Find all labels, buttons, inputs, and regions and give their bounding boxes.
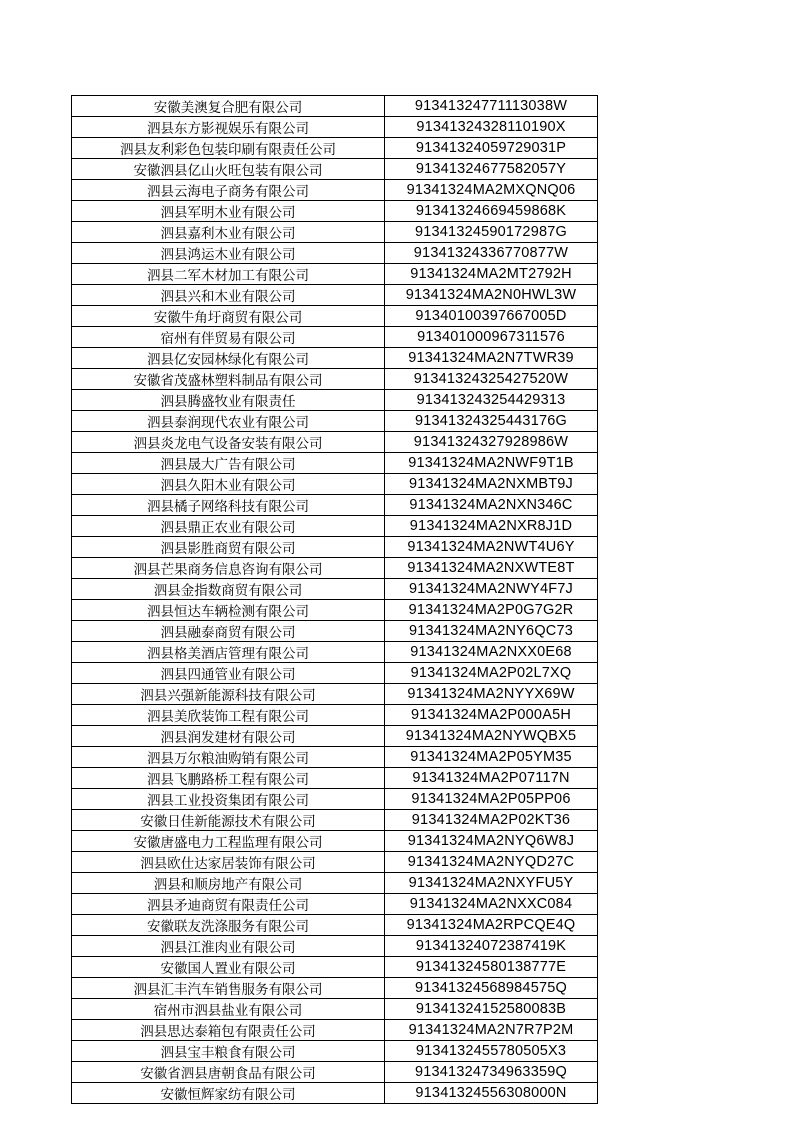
table-row [72,831,598,852]
table-row [72,222,598,243]
credit-code-cell: 91341324580138777E [385,957,598,978]
credit-code-cell: 91341324MA2P02L7XQ [385,663,598,684]
company-name-cell: 安徽省茂盛林塑料制品有限公司 [72,369,385,390]
company-name-cell: 安徽省泗县唐朝食品有限公司 [72,1062,385,1083]
table-row [72,201,598,222]
company-name-cell: 泗县润发建材有限公司 [72,726,385,747]
table-row [72,810,598,831]
credit-code-cell: 91341324MA2NYQD27C [385,852,598,873]
credit-code-cell: 91341324MA2P000A5H [385,705,598,726]
table-row [72,936,598,957]
table-row [72,852,598,873]
credit-code-cell: 91341324152580083B [385,999,598,1020]
table-row [72,117,598,138]
table-row [72,915,598,936]
credit-code-cell: 91341324MA2NXR8J1D [385,516,598,537]
company-name-cell: 泗县芒果商务信息咨询有限公司 [72,558,385,579]
credit-code-cell: 91341324072387419K [385,936,598,957]
credit-code-cell: 91341324MA2NXX0E68 [385,642,598,663]
credit-code-cell: 91341324MA2NXN346C [385,495,598,516]
table-row [72,978,598,999]
company-name-cell: 宿州市泗县盐业有限公司 [72,999,385,1020]
table-row [72,159,598,180]
credit-code-cell: 91341324669459868K [385,201,598,222]
table-row [72,621,598,642]
credit-code-cell: 91341324MA2MT2792H [385,264,598,285]
company-name-cell: 安徽日佳新能源技术有限公司 [72,810,385,831]
table-row [72,138,598,159]
credit-code-cell: 91341324MA2NWF9T1B [385,453,598,474]
table-row [72,474,598,495]
table-row [72,327,598,348]
credit-code-cell: 91341324MA2NYWQBX5 [385,726,598,747]
credit-code-cell: 91341324556308000N [385,1083,598,1104]
credit-code-cell: 91341324336770877W [385,243,598,264]
table-row [72,96,598,117]
table-row [72,180,598,201]
credit-code-cell: 91341324MA2NXXC084 [385,894,598,915]
credit-code-cell: 91341324MA2NXMBT9J [385,474,598,495]
credit-code-cell: 91341324734963359Q [385,1062,598,1083]
table-row [72,600,598,621]
credit-code-cell: 91341324059729031P [385,138,598,159]
company-name-cell: 泗县矛迪商贸有限责任公司 [72,894,385,915]
table-row [72,432,598,453]
company-name-cell: 泗县影胜商贸有限公司 [72,537,385,558]
table-row [72,768,598,789]
company-name-cell: 泗县思达泰箱包有限责任公司 [72,1020,385,1041]
table-row [72,390,598,411]
table-row [72,516,598,537]
company-name-cell: 泗县晟大广告有限公司 [72,453,385,474]
table-row [72,873,598,894]
table-body [72,96,598,1104]
credit-code-cell: 91341324MA2NWY4F7J [385,579,598,600]
credit-code-cell: 91341324MA2NYQ6W8J [385,831,598,852]
table-row [72,957,598,978]
company-credit-code-table [71,95,598,1104]
company-name-cell: 泗县江淮肉业有限公司 [72,936,385,957]
company-name-cell: 安徽恒辉家纺有限公司 [72,1083,385,1104]
table-row [72,558,598,579]
company-name-cell: 泗县恒达车辆检测有限公司 [72,600,385,621]
company-name-cell: 泗县工业投资集团有限公司 [72,789,385,810]
company-name-cell: 安徽美澳复合肥有限公司 [72,96,385,117]
credit-code-cell: 91340100397667005D [385,306,598,327]
credit-code-cell: 91341324MA2N7TWR39 [385,348,598,369]
table-row [72,789,598,810]
table-row [72,453,598,474]
table-row [72,1062,598,1083]
company-name-cell: 安徽牛角圩商贸有限公司 [72,306,385,327]
credit-code-cell: 91341324568984575Q [385,978,598,999]
company-name-cell: 安徽联友洗涤服务有限公司 [72,915,385,936]
credit-code-cell: 91341324328110190X [385,117,598,138]
company-name-cell: 泗县久阳木业有限公司 [72,474,385,495]
table-row [72,747,598,768]
company-name-cell: 泗县腾盛牧业有限责任 [72,390,385,411]
credit-code-cell: 91341324MA2N0HWL3W [385,285,598,306]
company-name-cell: 泗县二军木材加工有限公司 [72,264,385,285]
credit-code-cell: 91341324590172987G [385,222,598,243]
credit-code-cell: 91341324MA2P05YM35 [385,747,598,768]
company-name-cell: 宿州有伴贸易有限公司 [72,327,385,348]
company-name-cell: 泗县宝丰粮食有限公司 [72,1041,385,1062]
company-name-cell: 泗县兴强新能源科技有限公司 [72,684,385,705]
credit-code-cell: 91341324MA2P07117N [385,768,598,789]
company-name-cell: 泗县万尔粮油购销有限公司 [72,747,385,768]
company-name-cell: 泗县亿安园林绿化有限公司 [72,348,385,369]
credit-code-cell: 91341324327928986W [385,432,598,453]
credit-code-cell: 913401000967311576 [385,327,598,348]
table-row [72,411,598,432]
table-row [72,369,598,390]
company-name-cell: 泗县汇丰汽车销售服务有限公司 [72,978,385,999]
company-name-cell: 泗县金指数商贸有限公司 [72,579,385,600]
credit-code-cell: 91341324325443176G [385,411,598,432]
credit-code-cell: 91341324MA2MXQNQ06 [385,180,598,201]
table-row [72,999,598,1020]
company-name-cell: 泗县格美酒店管理有限公司 [72,642,385,663]
table-row [72,306,598,327]
credit-code-cell: 91341324677582057Y [385,159,598,180]
credit-code-cell: 91341324MA2NY6QC73 [385,621,598,642]
company-name-cell: 泗县美欣装饰工程有限公司 [72,705,385,726]
company-name-cell: 泗县东方影视娱乐有限公司 [72,117,385,138]
table-row [72,684,598,705]
table-row [72,1083,598,1104]
credit-code-cell: 91341324771113038W [385,96,598,117]
credit-code-cell: 91341324MA2N7R7P2M [385,1020,598,1041]
company-name-cell: 泗县融泰商贸有限公司 [72,621,385,642]
company-name-cell: 泗县欧仕达家居装饰有限公司 [72,852,385,873]
credit-code-cell: 91341324MA2P02KT36 [385,810,598,831]
table-row [72,348,598,369]
company-name-cell: 泗县橘子网络科技有限公司 [72,495,385,516]
company-name-cell: 泗县兴和木业有限公司 [72,285,385,306]
table-row [72,642,598,663]
company-name-cell: 安徽泗县亿山火旺包装有限公司 [72,159,385,180]
credit-code-cell: 91341324MA2NXYFU5Y [385,873,598,894]
credit-code-cell: 91341324MA2P05PP06 [385,789,598,810]
table-row [72,705,598,726]
credit-code-cell: 91341324MA2NYYX69W [385,684,598,705]
table-row [72,726,598,747]
company-name-cell: 泗县四通管业有限公司 [72,663,385,684]
table-row [72,894,598,915]
company-name-cell: 泗县鼎正农业有限公司 [72,516,385,537]
company-name-cell: 安徽唐盛电力工程监理有限公司 [72,831,385,852]
credit-code-cell: 91341324325427520W [385,369,598,390]
company-name-cell: 安徽国人置业有限公司 [72,957,385,978]
company-name-cell: 泗县友利彩色包装印刷有限责任公司 [72,138,385,159]
table-row [72,537,598,558]
table-row [72,1041,598,1062]
company-name-cell: 泗县炎龙电气设备安装有限公司 [72,432,385,453]
credit-code-cell: 91341324MA2NWT4U6Y [385,537,598,558]
company-name-cell: 泗县泰润现代农业有限公司 [72,411,385,432]
table-row [72,285,598,306]
company-name-cell: 泗县飞鹏路桥工程有限公司 [72,768,385,789]
credit-code-cell: 913413243254429313 [385,390,598,411]
table-row [72,579,598,600]
company-name-cell: 泗县嘉利木业有限公司 [72,222,385,243]
table-row [72,663,598,684]
table-row [72,495,598,516]
table-row [72,1020,598,1041]
credit-code-cell: 9134132455780505X3 [385,1041,598,1062]
company-name-cell: 泗县云海电子商务有限公司 [72,180,385,201]
table-row [72,264,598,285]
credit-code-cell: 91341324MA2RPCQE4Q [385,915,598,936]
company-name-cell: 泗县和顺房地产有限公司 [72,873,385,894]
company-name-cell: 泗县鸿运木业有限公司 [72,243,385,264]
credit-code-cell: 91341324MA2P0G7G2R [385,600,598,621]
table-row [72,243,598,264]
company-name-cell: 泗县军明木业有限公司 [72,201,385,222]
credit-code-cell: 91341324MA2NXWTE8T [385,558,598,579]
